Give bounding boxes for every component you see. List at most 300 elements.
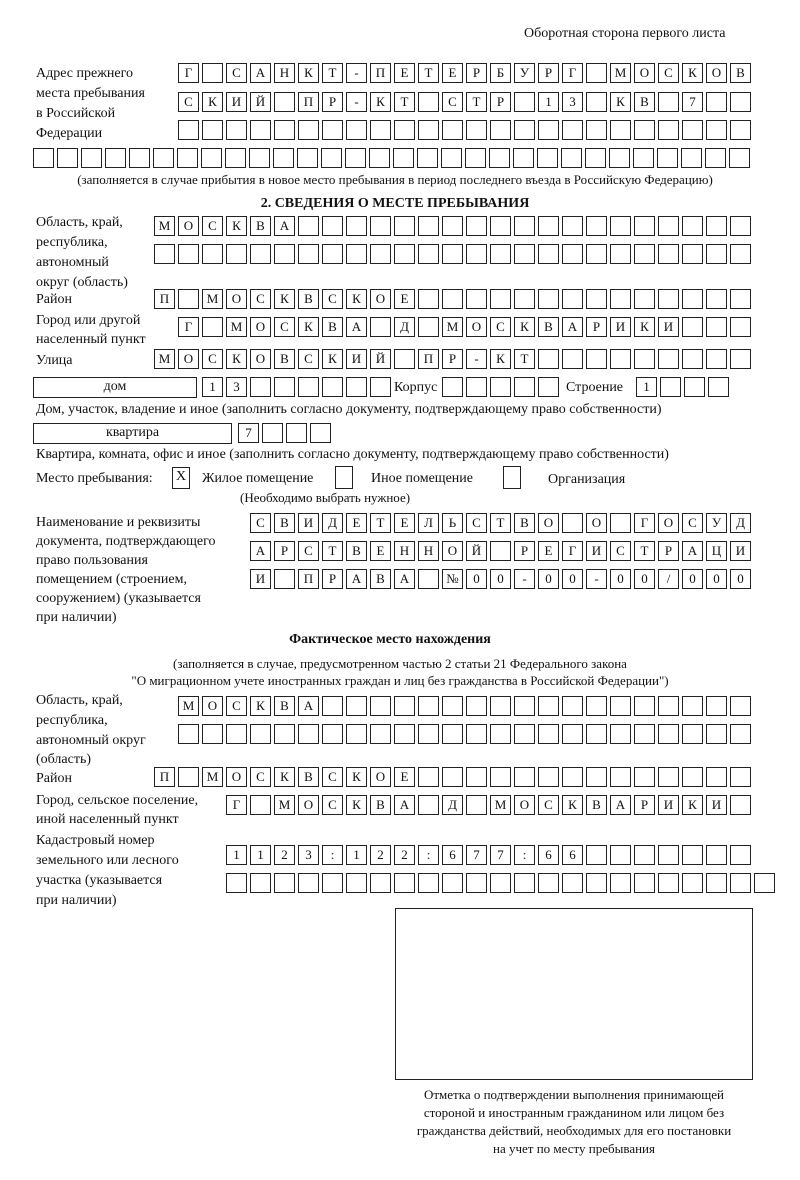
char-cell[interactable] [658,244,679,264]
char-cell[interactable] [249,148,270,168]
char-cell[interactable] [586,216,607,236]
char-cell[interactable] [129,148,150,168]
char-cell[interactable]: В [370,795,391,815]
char-cell[interactable]: К [226,216,247,236]
char-cell[interactable] [730,92,751,112]
char-cell[interactable] [706,696,727,716]
char-cell[interactable] [610,767,631,787]
char-cell[interactable]: О [250,349,271,369]
char-cell[interactable] [706,845,727,865]
char-cell[interactable]: - [514,569,535,589]
char-cell[interactable]: А [682,541,703,561]
char-cell[interactable]: В [274,513,295,533]
char-cell[interactable] [706,120,727,140]
char-cell[interactable] [345,148,366,168]
char-cell[interactable] [394,216,415,236]
char-cell[interactable] [562,120,583,140]
char-cell[interactable]: Г [178,63,199,83]
char-cell[interactable]: 6 [538,845,559,865]
char-cell[interactable]: В [346,541,367,561]
char-cell[interactable] [634,724,655,744]
char-cell[interactable]: 2 [274,845,295,865]
char-cell[interactable] [657,148,678,168]
char-cell[interactable] [585,148,606,168]
char-cell[interactable]: Н [274,63,295,83]
char-cell[interactable] [514,724,535,744]
char-cell[interactable] [586,63,607,83]
char-cell[interactable]: Е [394,289,415,309]
char-cell[interactable]: В [586,795,607,815]
char-cell[interactable] [538,696,559,716]
char-cell[interactable] [730,724,751,744]
char-cell[interactable]: К [562,795,583,815]
cadastral-row[interactable] [226,873,778,893]
char-cell[interactable] [610,289,631,309]
char-cell[interactable]: 0 [610,569,631,589]
char-cell[interactable] [370,317,391,337]
char-cell[interactable] [322,377,343,397]
char-cell[interactable] [706,767,727,787]
char-cell[interactable]: 3 [562,92,583,112]
building-cells[interactable] [636,377,732,397]
char-cell[interactable] [633,148,654,168]
char-cell[interactable]: Г [634,513,655,533]
char-cell[interactable] [729,148,750,168]
char-cell[interactable]: И [346,349,367,369]
char-cell[interactable] [706,244,727,264]
char-cell[interactable]: Е [538,541,559,561]
char-cell[interactable] [562,873,583,893]
char-cell[interactable] [730,873,751,893]
char-cell[interactable]: Г [562,541,583,561]
prev-address-row[interactable] [178,120,754,140]
char-cell[interactable] [394,120,415,140]
char-cell[interactable]: С [226,63,247,83]
char-cell[interactable] [634,289,655,309]
char-cell[interactable] [658,216,679,236]
char-cell[interactable]: Р [322,92,343,112]
char-cell[interactable] [682,873,703,893]
char-cell[interactable] [178,289,199,309]
char-cell[interactable]: Й [466,541,487,561]
char-cell[interactable] [298,377,319,397]
char-cell[interactable]: Р [586,317,607,337]
char-cell[interactable]: К [490,349,511,369]
char-cell[interactable] [562,216,583,236]
char-cell[interactable]: 6 [442,845,463,865]
char-cell[interactable] [370,696,391,716]
char-cell[interactable]: К [298,317,319,337]
char-cell[interactable] [514,377,535,397]
char-cell[interactable] [274,724,295,744]
char-cell[interactable]: С [322,795,343,815]
char-cell[interactable]: 7 [682,92,703,112]
char-cell[interactable] [538,120,559,140]
char-cell[interactable] [586,767,607,787]
actual-region-row[interactable] [178,696,754,716]
char-cell[interactable] [322,216,343,236]
char-cell[interactable]: М [490,795,511,815]
char-cell[interactable]: Р [634,795,655,815]
char-cell[interactable]: С [490,317,511,337]
char-cell[interactable]: Р [442,349,463,369]
char-cell[interactable]: К [226,349,247,369]
char-cell[interactable] [370,377,391,397]
char-cell[interactable] [562,513,583,533]
char-cell[interactable] [610,349,631,369]
char-cell[interactable] [706,349,727,369]
char-cell[interactable] [658,845,679,865]
char-cell[interactable]: А [250,541,271,561]
char-cell[interactable] [684,377,705,397]
char-cell[interactable] [393,148,414,168]
char-cell[interactable]: 0 [538,569,559,589]
char-cell[interactable]: С [202,349,223,369]
char-cell[interactable] [586,845,607,865]
char-cell[interactable] [490,873,511,893]
char-cell[interactable]: Й [370,349,391,369]
city-row[interactable] [178,317,754,337]
char-cell[interactable]: К [346,795,367,815]
char-cell[interactable]: Р [514,541,535,561]
char-cell[interactable]: С [658,63,679,83]
char-cell[interactable] [682,845,703,865]
char-cell[interactable]: С [226,696,247,716]
char-cell[interactable]: Г [562,63,583,83]
char-cell[interactable] [634,873,655,893]
region-row[interactable] [154,244,754,264]
char-cell[interactable] [586,289,607,309]
char-cell[interactable] [658,724,679,744]
char-cell[interactable]: А [346,569,367,589]
char-cell[interactable]: Р [490,92,511,112]
char-cell[interactable] [466,377,487,397]
char-cell[interactable] [586,724,607,744]
char-cell[interactable]: - [586,569,607,589]
char-cell[interactable] [178,724,199,744]
char-cell[interactable]: О [706,63,727,83]
char-cell[interactable] [442,120,463,140]
char-cell[interactable] [250,377,271,397]
char-cell[interactable]: И [298,513,319,533]
char-cell[interactable]: О [370,289,391,309]
char-cell[interactable] [538,244,559,264]
char-cell[interactable]: Ь [442,513,463,533]
char-cell[interactable] [514,216,535,236]
prev-address-row[interactable] [178,63,754,83]
char-cell[interactable]: Е [394,63,415,83]
char-cell[interactable] [634,767,655,787]
char-cell[interactable]: Д [442,795,463,815]
char-cell[interactable]: П [298,569,319,589]
prev-address-row[interactable] [178,92,754,112]
char-cell[interactable]: - [346,92,367,112]
char-cell[interactable] [561,148,582,168]
char-cell[interactable]: С [322,767,343,787]
char-cell[interactable] [490,216,511,236]
char-cell[interactable]: - [466,349,487,369]
char-cell[interactable] [682,244,703,264]
prev-address-row[interactable] [33,148,753,168]
char-cell[interactable] [514,873,535,893]
char-cell[interactable] [274,873,295,893]
confirmation-stamp-box[interactable] [395,908,753,1080]
char-cell[interactable] [658,767,679,787]
char-cell[interactable] [442,873,463,893]
char-cell[interactable] [262,423,283,443]
char-cell[interactable] [297,148,318,168]
char-cell[interactable]: М [610,63,631,83]
char-cell[interactable]: И [226,92,247,112]
char-cell[interactable]: : [322,845,343,865]
char-cell[interactable] [658,349,679,369]
char-cell[interactable] [658,873,679,893]
char-cell[interactable] [418,244,439,264]
char-cell[interactable] [57,148,78,168]
char-cell[interactable] [370,120,391,140]
char-cell[interactable] [634,216,655,236]
char-cell[interactable] [370,724,391,744]
char-cell[interactable] [178,244,199,264]
char-cell[interactable]: Д [394,317,415,337]
char-cell[interactable]: 1 [202,377,223,397]
char-cell[interactable]: О [466,317,487,337]
doc-row[interactable] [250,513,754,533]
char-cell[interactable]: Т [370,513,391,533]
char-cell[interactable]: Л [418,513,439,533]
char-cell[interactable] [706,724,727,744]
char-cell[interactable]: У [514,63,535,83]
char-cell[interactable] [490,767,511,787]
char-cell[interactable]: Р [466,63,487,83]
char-cell[interactable] [682,767,703,787]
char-cell[interactable] [610,120,631,140]
char-cell[interactable] [322,696,343,716]
char-cell[interactable] [298,724,319,744]
char-cell[interactable] [346,216,367,236]
char-cell[interactable] [634,120,655,140]
char-cell[interactable]: Т [514,349,535,369]
char-cell[interactable] [660,377,681,397]
char-cell[interactable] [706,289,727,309]
char-cell[interactable] [298,120,319,140]
char-cell[interactable]: В [538,317,559,337]
char-cell[interactable]: Г [178,317,199,337]
char-cell[interactable] [730,845,751,865]
char-cell[interactable]: Г [226,795,247,815]
char-cell[interactable] [682,289,703,309]
char-cell[interactable] [250,873,271,893]
char-cell[interactable] [442,724,463,744]
char-cell[interactable] [586,92,607,112]
char-cell[interactable] [538,724,559,744]
char-cell[interactable]: 1 [250,845,271,865]
char-cell[interactable] [418,724,439,744]
char-cell[interactable]: К [250,696,271,716]
char-cell[interactable] [562,349,583,369]
char-cell[interactable] [466,873,487,893]
char-cell[interactable] [226,724,247,744]
char-cell[interactable]: О [538,513,559,533]
char-cell[interactable] [178,767,199,787]
char-cell[interactable] [610,696,631,716]
char-cell[interactable]: И [586,541,607,561]
char-cell[interactable] [346,873,367,893]
char-cell[interactable]: 2 [394,845,415,865]
char-cell[interactable] [706,317,727,337]
char-cell[interactable]: О [514,795,535,815]
char-cell[interactable] [298,244,319,264]
char-cell[interactable]: К [274,289,295,309]
char-cell[interactable] [708,377,729,397]
char-cell[interactable] [153,148,174,168]
char-cell[interactable] [730,120,751,140]
char-cell[interactable] [562,724,583,744]
char-cell[interactable]: Б [490,63,511,83]
char-cell[interactable]: Н [394,541,415,561]
char-cell[interactable]: Д [730,513,751,533]
char-cell[interactable] [202,120,223,140]
char-cell[interactable] [514,767,535,787]
char-cell[interactable] [610,845,631,865]
char-cell[interactable]: Р [322,569,343,589]
char-cell[interactable] [586,696,607,716]
char-cell[interactable] [610,216,631,236]
char-cell[interactable]: В [730,63,751,83]
char-cell[interactable] [273,148,294,168]
char-cell[interactable]: 3 [226,377,247,397]
char-cell[interactable]: П [418,349,439,369]
char-cell[interactable] [442,377,463,397]
char-cell[interactable] [513,148,534,168]
char-cell[interactable] [250,795,271,815]
char-cell[interactable] [394,724,415,744]
char-cell[interactable] [466,767,487,787]
char-cell[interactable]: С [442,92,463,112]
char-cell[interactable] [442,244,463,264]
char-cell[interactable]: 7 [466,845,487,865]
char-cell[interactable] [226,873,247,893]
char-cell[interactable] [370,873,391,893]
char-cell[interactable]: 1 [636,377,657,397]
char-cell[interactable]: М [202,767,223,787]
char-cell[interactable]: / [658,569,679,589]
char-cell[interactable]: В [274,349,295,369]
char-cell[interactable] [322,873,343,893]
char-cell[interactable]: О [202,696,223,716]
char-cell[interactable] [562,244,583,264]
char-cell[interactable] [466,120,487,140]
char-cell[interactable]: П [154,289,175,309]
char-cell[interactable] [105,148,126,168]
char-cell[interactable]: В [322,317,343,337]
char-cell[interactable]: И [658,795,679,815]
char-cell[interactable] [226,244,247,264]
apt-cells[interactable] [238,423,334,443]
char-cell[interactable] [466,696,487,716]
char-cell[interactable] [441,148,462,168]
char-cell[interactable] [634,845,655,865]
char-cell[interactable]: А [562,317,583,337]
char-cell[interactable]: 6 [562,845,583,865]
char-cell[interactable]: М [226,317,247,337]
char-cell[interactable]: С [538,795,559,815]
apt-type-field[interactable]: квартира [33,423,232,444]
char-cell[interactable]: В [370,569,391,589]
char-cell[interactable] [346,120,367,140]
actual-city-row[interactable] [226,795,754,815]
char-cell[interactable] [322,244,343,264]
char-cell[interactable] [730,216,751,236]
char-cell[interactable]: С [298,541,319,561]
char-cell[interactable]: 1 [226,845,247,865]
char-cell[interactable]: О [250,317,271,337]
char-cell[interactable]: К [202,92,223,112]
stay-checkbox-other[interactable] [335,466,353,489]
char-cell[interactable] [394,873,415,893]
char-cell[interactable] [610,513,631,533]
cadastral-row[interactable] [226,845,754,865]
char-cell[interactable]: С [298,349,319,369]
char-cell[interactable]: И [610,317,631,337]
char-cell[interactable]: 1 [346,845,367,865]
char-cell[interactable]: Й [250,92,271,112]
char-cell[interactable] [562,289,583,309]
char-cell[interactable]: Т [634,541,655,561]
char-cell[interactable]: С [322,289,343,309]
char-cell[interactable]: С [202,216,223,236]
char-cell[interactable]: 7 [490,845,511,865]
char-cell[interactable] [322,724,343,744]
char-cell[interactable]: Е [394,767,415,787]
char-cell[interactable]: А [610,795,631,815]
char-cell[interactable]: 0 [730,569,751,589]
char-cell[interactable] [442,289,463,309]
char-cell[interactable]: 0 [706,569,727,589]
char-cell[interactable]: К [682,63,703,83]
char-cell[interactable]: В [298,289,319,309]
char-cell[interactable]: К [514,317,535,337]
char-cell[interactable] [730,289,751,309]
char-cell[interactable] [394,244,415,264]
char-cell[interactable] [730,696,751,716]
char-cell[interactable] [514,289,535,309]
char-cell[interactable] [321,148,342,168]
char-cell[interactable]: К [274,767,295,787]
house-number-cells[interactable] [202,377,394,397]
char-cell[interactable] [682,317,703,337]
char-cell[interactable]: К [634,317,655,337]
char-cell[interactable] [538,377,559,397]
char-cell[interactable]: В [514,513,535,533]
char-cell[interactable]: А [274,216,295,236]
char-cell[interactable] [490,289,511,309]
char-cell[interactable] [274,569,295,589]
char-cell[interactable] [610,724,631,744]
char-cell[interactable]: О [298,795,319,815]
char-cell[interactable] [754,873,775,893]
char-cell[interactable] [610,244,631,264]
char-cell[interactable] [418,767,439,787]
char-cell[interactable] [418,696,439,716]
char-cell[interactable] [730,349,751,369]
char-cell[interactable]: И [706,795,727,815]
char-cell[interactable]: Е [346,513,367,533]
char-cell[interactable] [466,795,487,815]
char-cell[interactable] [609,148,630,168]
char-cell[interactable]: И [658,317,679,337]
char-cell[interactable] [706,873,727,893]
